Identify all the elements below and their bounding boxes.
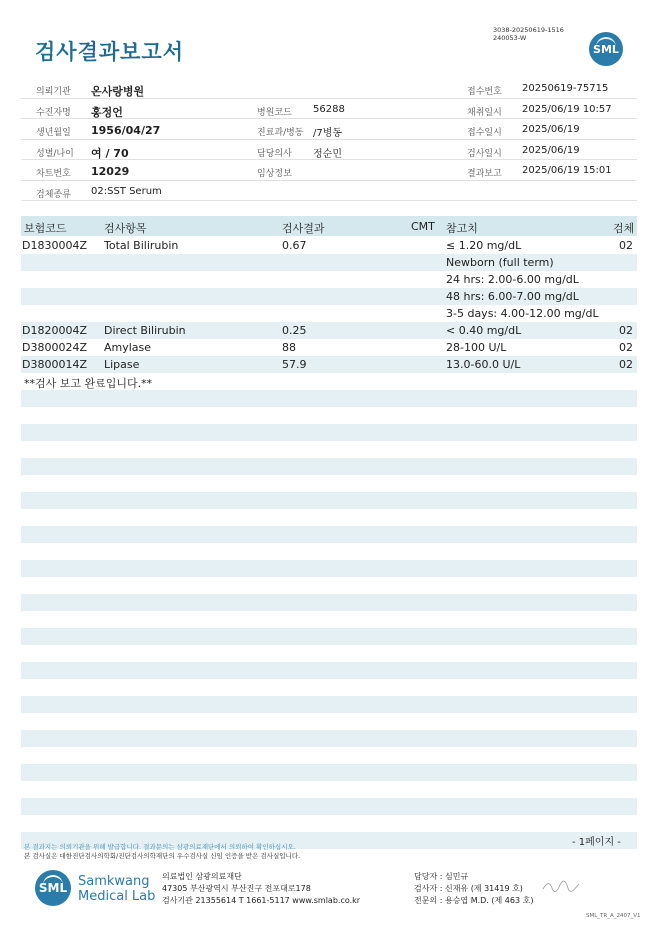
header-specimen: 검체 — [613, 222, 635, 235]
report-title: 검사결과보고서 — [35, 40, 185, 64]
value-receipt-datetime: 2025/06/19 — [522, 124, 580, 135]
value-specimen-type: 02:SST Serum — [91, 185, 162, 197]
cell-test-item: Direct Bilirubin — [104, 324, 186, 337]
table-stripe — [21, 662, 637, 679]
header-test-item: 검사항목 — [104, 222, 147, 235]
label-birth-date: 생년월일 — [36, 128, 71, 138]
info-row — [21, 99, 637, 120]
cell-result: 0.67 — [282, 239, 307, 252]
cell-result: 88 — [282, 341, 296, 354]
cell-reference-range: 28-100 U/L — [446, 341, 507, 354]
table-stripe — [21, 594, 637, 611]
value-sex-age: 여 / 70 — [91, 146, 129, 160]
cell-specimen: 02 — [619, 324, 633, 337]
value-department-ward: /7병동 — [313, 128, 343, 139]
value-test-datetime: 2025/06/19 — [522, 144, 580, 156]
sml-logo-text: SML — [38, 881, 68, 895]
header-reference-range: 참고치 — [446, 222, 478, 235]
label-specimen-type: 검체종류 — [36, 189, 71, 200]
header-result: 검사결과 — [282, 222, 325, 235]
value-attending-doctor: 정순민 — [313, 148, 342, 160]
cell-insurance-code: D1820004Z — [22, 324, 87, 337]
table-stripe — [21, 628, 637, 645]
cell-reference-range: < 0.40 mg/dL — [446, 324, 522, 337]
header-insurance-code: 보험코드 — [24, 222, 67, 235]
patient-info — [21, 78, 637, 201]
info-row — [21, 160, 637, 181]
table-row — [21, 322, 637, 339]
value-hospital-code: 56288 — [313, 103, 345, 115]
value-requesting-institution: 온사랑병원 — [91, 85, 145, 98]
table-stripe — [21, 492, 637, 509]
company-name — [78, 874, 155, 904]
company-name-line: Samkwang — [78, 874, 150, 889]
label-attending-doctor: 담당의사 — [257, 148, 292, 159]
organization-line: 검사기관 21355614 T 1661-5117 www.smlab.co.kr — [162, 896, 361, 905]
cell-reference-range: Newborn (full term) — [446, 256, 554, 269]
label-test-datetime: 검사일시 — [467, 148, 502, 159]
footnote-disclaimer: 본 결과지는 의뢰기관을 위해 발급합니다. 결과문의는 삼광의료재단에서 의뢰하여 확인하십시오. — [24, 843, 296, 851]
table-row — [21, 254, 637, 271]
value-receipt-number: 20250619-75715 — [522, 83, 609, 94]
label-receipt-number: 접수번호 — [467, 87, 502, 97]
table-stripe — [21, 526, 637, 543]
cell-test-item: Total Bilirubin — [104, 239, 179, 252]
label-sex-age: 성별/나이 — [36, 148, 74, 159]
cell-result: 57.9 — [282, 358, 307, 371]
cell-insurance-code: D3800014Z — [22, 358, 87, 371]
report-complete-row — [21, 373, 637, 390]
sml-logo-icon — [589, 32, 623, 66]
table-stripe — [21, 798, 637, 815]
sml-logo-icon — [35, 870, 71, 906]
info-row — [21, 119, 637, 140]
page-number: - 1페이지 - — [572, 837, 621, 848]
cell-reference-range: 13.0-60.0 U/L — [446, 358, 521, 371]
label-hospital-code: 병원코드 — [257, 107, 292, 118]
organization-line: 47305 부산광역시 부산진구 전포대로178 — [162, 884, 311, 893]
cell-insurance-code: D1830004Z — [22, 239, 87, 252]
table-stripe — [21, 730, 637, 747]
label-clinical-info: 임상정보 — [257, 169, 292, 179]
table-row — [21, 356, 637, 373]
label-department-ward: 진료과/병동 — [257, 128, 304, 138]
cell-reference-range: 24 hrs: 2.00-6.00 mg/dL — [446, 273, 579, 286]
cell-test-item: Lipase — [104, 358, 140, 371]
form-code: SML_TR_A_2407_V1 — [586, 913, 641, 919]
header-cmt: CMT — [411, 220, 435, 233]
table-stripe — [21, 458, 637, 475]
table-row — [21, 237, 637, 254]
label-report-datetime: 결과보고 — [467, 169, 502, 179]
value-collection-datetime: 2025/06/19 10:57 — [522, 103, 612, 115]
cell-reference-range: 48 hrs: 6.00-7.00 mg/dL — [446, 290, 579, 303]
value-report-datetime: 2025/06/19 15:01 — [522, 165, 612, 176]
table-stripe — [21, 424, 637, 441]
label-receipt-datetime: 접수일시 — [467, 128, 502, 138]
company-name-line: Medical Lab — [78, 889, 156, 904]
organization-line: 의료법인 삼광의료재단 — [162, 872, 242, 881]
report-complete-note: **검사 보고 완료입니다.** — [24, 377, 153, 390]
label-collection-datetime: 채취일시 — [467, 107, 502, 118]
label-requesting-institution: 의뢰기관 — [36, 87, 71, 97]
value-patient-name: 홍정언 — [91, 105, 123, 119]
cell-reference-range: 3-5 days: 4.00-12.00 mg/dL — [446, 307, 599, 320]
organization-info — [162, 871, 360, 907]
cell-specimen: 02 — [619, 239, 633, 252]
info-row — [21, 181, 637, 202]
label-chart-number: 차트번호 — [36, 169, 71, 179]
cell-test-item: Amylase — [104, 341, 152, 354]
table-stripe — [21, 560, 637, 577]
table-stripe — [21, 390, 637, 407]
info-row — [21, 78, 637, 99]
cell-result: 0.25 — [282, 324, 307, 337]
table-stripe — [21, 764, 637, 781]
value-birth-date: 1956/04/27 — [91, 124, 161, 137]
staff-info — [414, 871, 533, 907]
label-patient-name: 수진자명 — [36, 107, 71, 118]
staff-line: 전문의 : 용승엽 M.D. (제 463 호) — [414, 896, 534, 905]
staff-line: 검사자 : 신재유 (제 31419 호) — [414, 884, 523, 893]
results-table-header — [21, 216, 637, 236]
cell-insurance-code: D3800024Z — [22, 341, 87, 354]
document-id-line: 240053-W — [493, 34, 527, 42]
document-id — [493, 26, 564, 42]
table-row — [21, 271, 637, 288]
table-row — [21, 288, 637, 305]
staff-line: 담당자 : 심민규 — [414, 872, 469, 881]
value-chart-number: 12029 — [91, 165, 130, 178]
footnote-accreditation: 본 검사실은 대한진단검사의학회/진단검사의학재단의 우수검사실 신임 인증을 받은 검사실입니다. — [24, 852, 301, 860]
table-row — [21, 339, 637, 356]
document-id-line: 3038-20250619-1516 — [493, 26, 564, 34]
sml-logo-text: SML — [593, 42, 619, 56]
info-row — [21, 140, 637, 161]
signature-icon — [541, 878, 581, 894]
cell-specimen: 02 — [619, 358, 633, 371]
cell-specimen: 02 — [619, 341, 633, 354]
table-stripe — [21, 696, 637, 713]
cell-reference-range: ≤ 1.20 mg/dL — [446, 239, 522, 252]
table-row — [21, 305, 637, 322]
